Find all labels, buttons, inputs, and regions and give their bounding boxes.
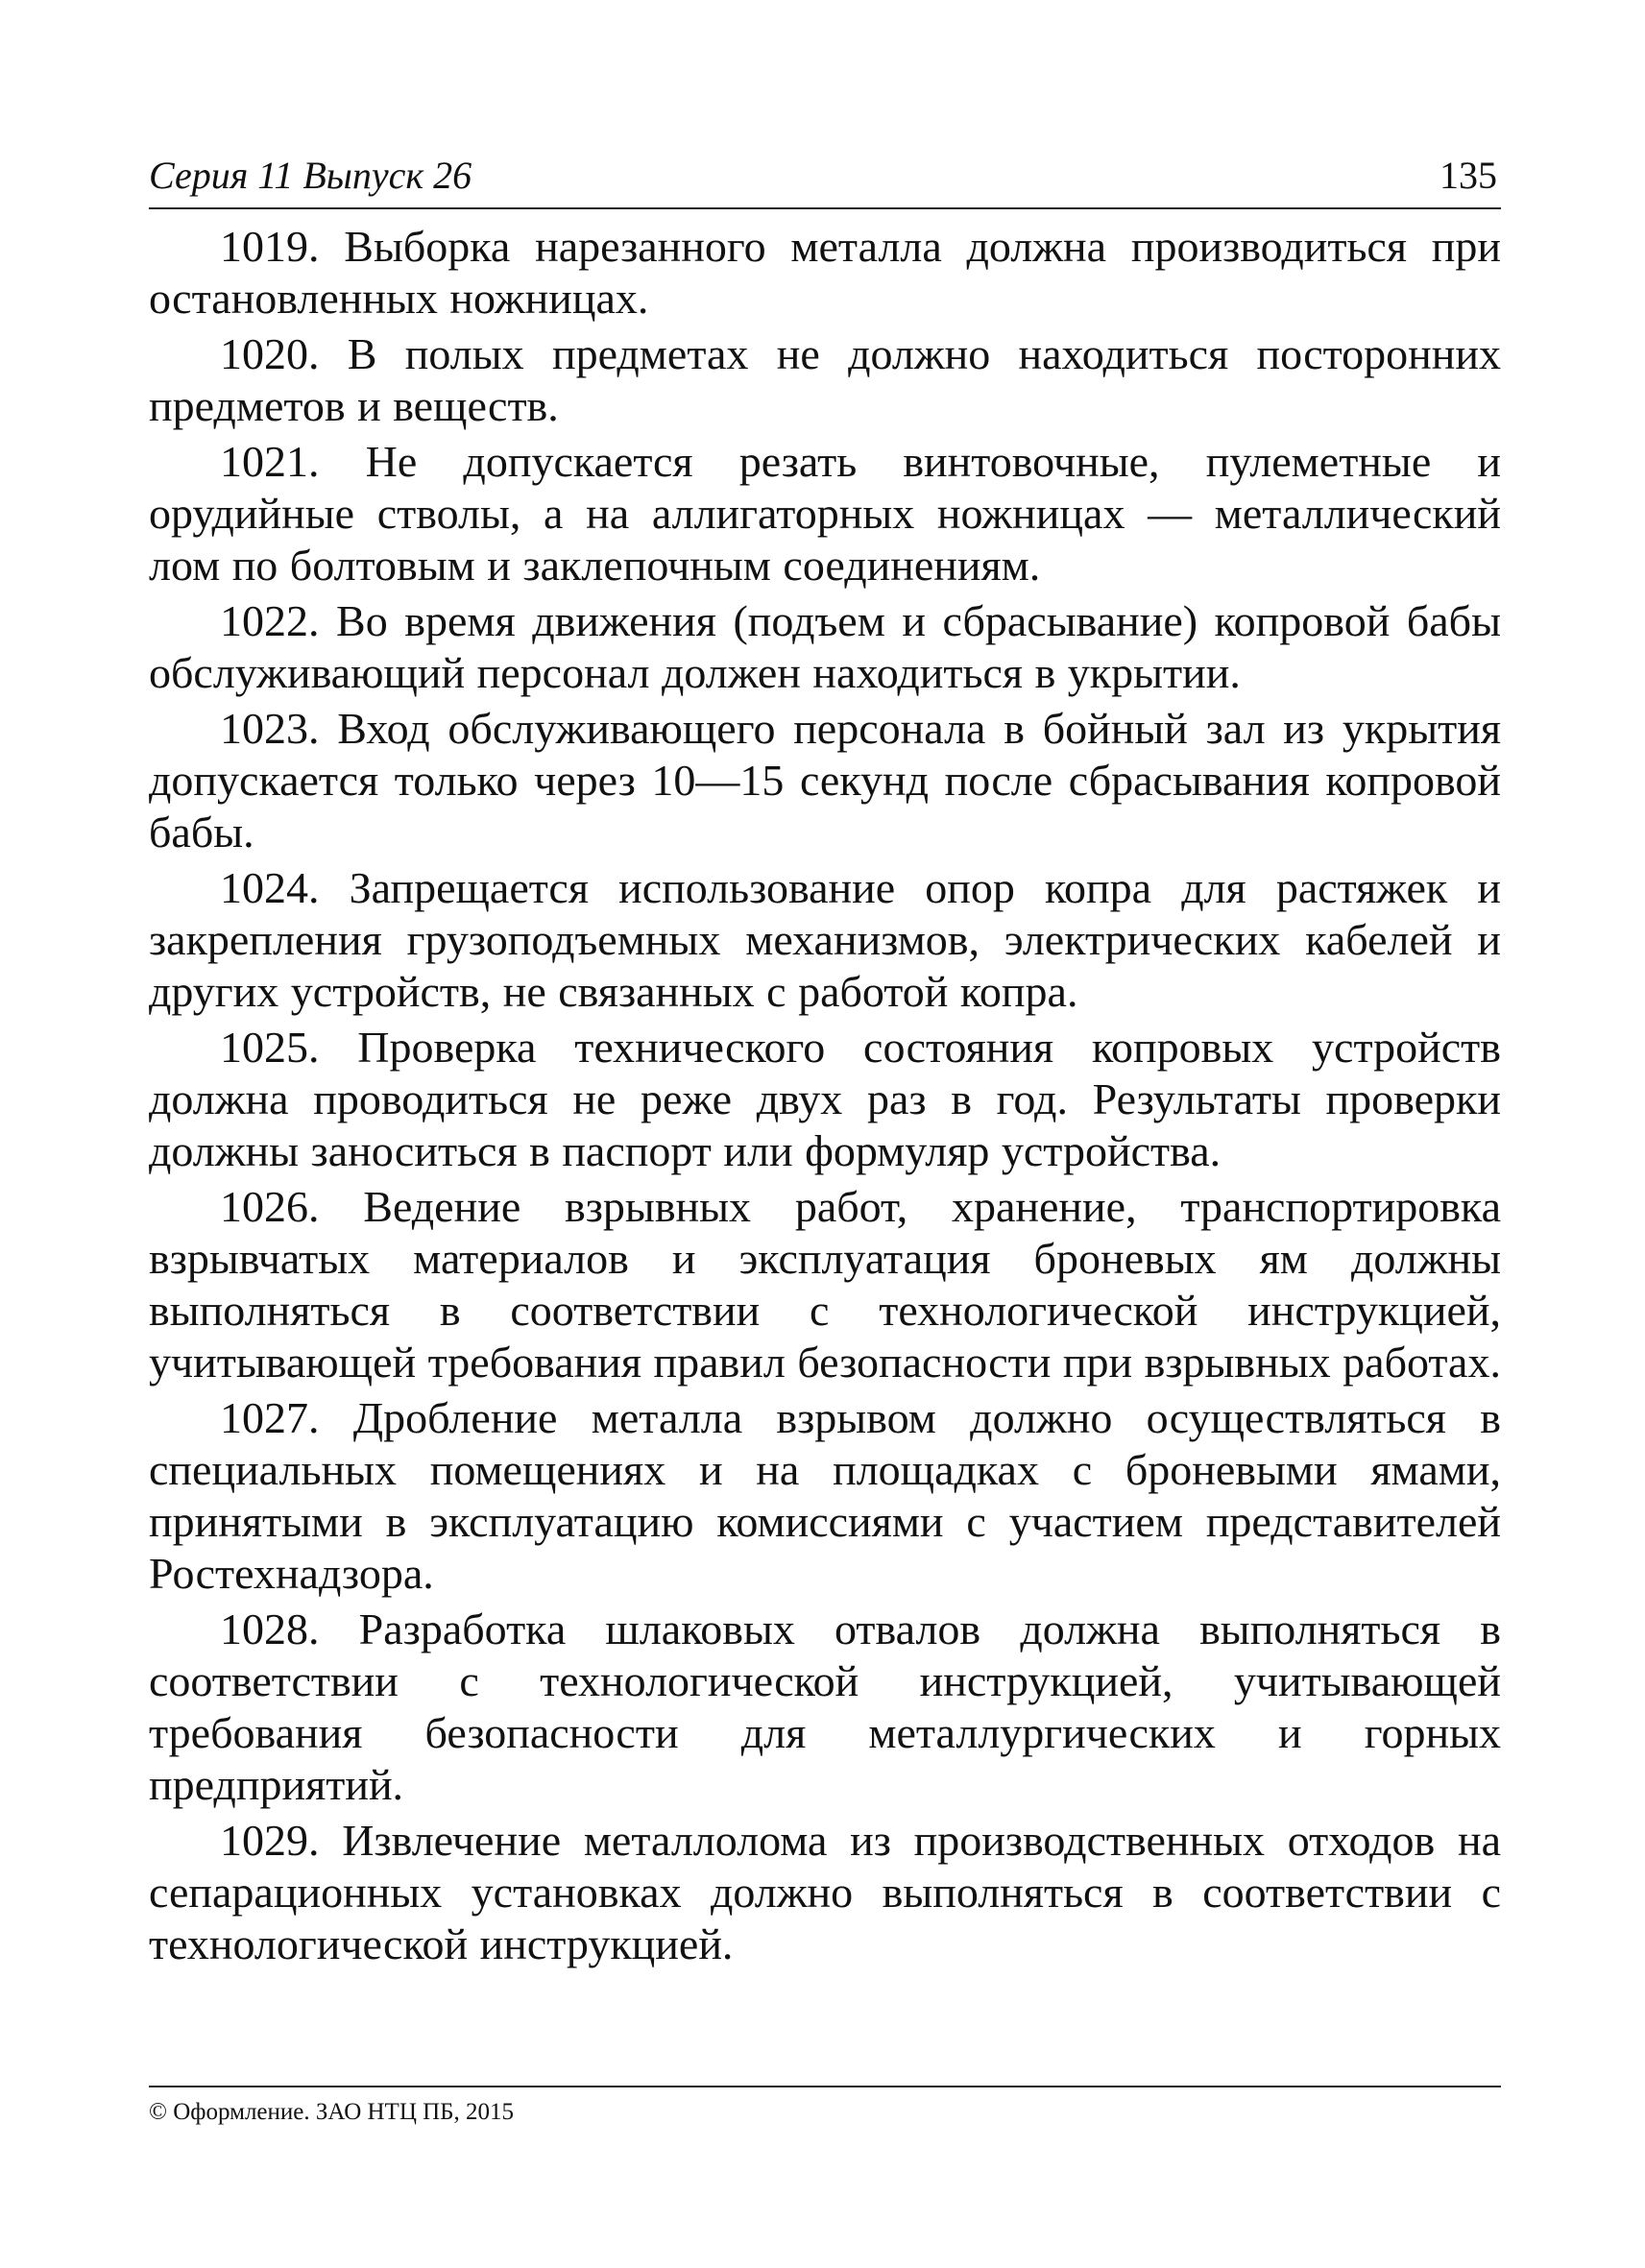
paragraph-1026: 1026. Ведение взрывных работ, хранение, транспортировка взрывчатых материалов и эксплуатация броневых ям должны выполняться в соответствии с технологической инструкцией, учитывающей требования правил безопасности при взрывных работах. [149,1182,1501,1387]
paragraph-1029: 1029. Извлечение металлолома из производственных отходов на сепарационных установках должно выполняться в соответствии с технологической инструкцией. [149,1816,1501,1968]
paragraph-1025: 1025. Проверка технического состояния копровых устройств должна проводиться не реже двух раз в год. Результаты проверки должны заноситься в паспорт или формуляр устройства. [149,1023,1501,1175]
paragraph-1027: 1027. Дробление металла взрывом должно осуществляться в специальных помещениях и на площадках с броневыми ямами, принятыми в эксплуатацию комиссиями с участием представителей Ростехнадзора. [149,1393,1501,1598]
paragraph-1020: 1020. В полых предметах не должно находиться посторонних предметов и веществ. [149,329,1501,430]
running-header [149,144,1501,209]
body-text [149,209,1501,1970]
page-number: 135 [1439,154,1497,197]
series-title: Серия 11 Выпуск 26 [149,154,472,197]
paragraph-1023: 1023. Вход обслуживающего персонала в бойный зал из укрытия допускается только через 10—15 секунд после сбрасывания копровой бабы. [149,704,1501,857]
paragraph-1022: 1022. Во время движения (подъем и сбрасывание) копровой бабы обслуживающий персонал должен находиться в укрытии. [149,596,1501,697]
copyright-notice: © Оформление. ЗАО НТЦ ПБ, 2015 [149,2099,515,2125]
paragraph-1019: 1019. Выборка нарезанного металла должна производиться при остановленных ножницах. [149,222,1501,323]
page-footer [149,2086,1501,2128]
document-page [149,144,1501,2208]
paragraph-1028: 1028. Разработка шлаковых отвалов должна выполняться в соответствии с технологической инструкцией, учитывающей требования безопасности для металлургических и горных предприятий. [149,1604,1501,1809]
paragraph-1024: 1024. Запрещается использование опор копра для растяжек и закрепления грузоподъемных механизмов, электрических кабелей и других устройств, не связанных с работой копра. [149,863,1501,1016]
paragraph-1021: 1021. Не допускается резать винтовочные, пулеметные и орудийные стволы, а на аллигаторных ножницах — металлический лом по болтовым и заклепочным соединениям. [149,437,1501,590]
